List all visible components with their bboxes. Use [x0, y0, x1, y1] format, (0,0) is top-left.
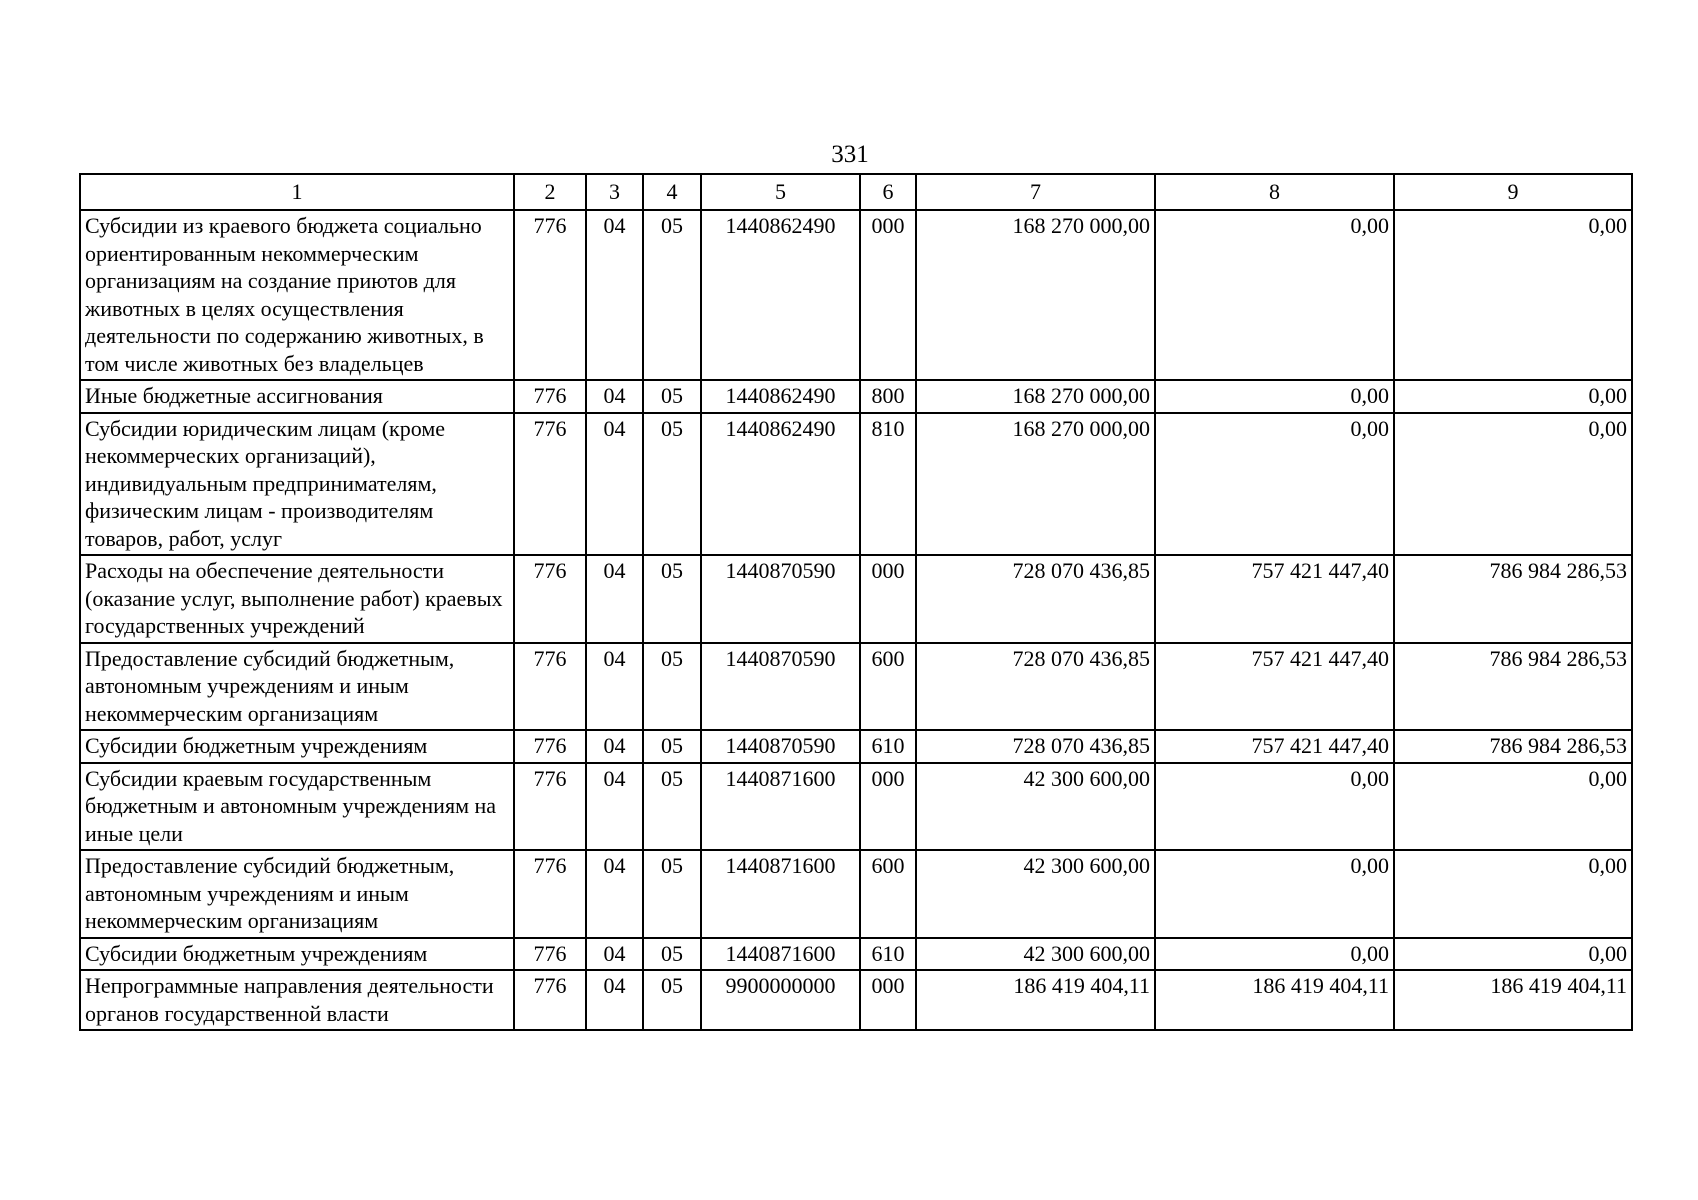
amount-col-7: 42 300 600,00	[916, 850, 1155, 938]
target-article-code: 1440870590	[701, 555, 860, 643]
section-code: 04	[586, 555, 643, 643]
amount-col-8: 0,00	[1155, 850, 1394, 938]
table-row	[80, 970, 1632, 1030]
section-code: 04	[586, 210, 643, 380]
expense-type-code: 810	[860, 413, 916, 556]
ministry-code: 776	[514, 413, 586, 556]
amount-col-8: 757 421 447,40	[1155, 643, 1394, 731]
ministry-code: 776	[514, 380, 586, 413]
column-header: 7	[916, 174, 1155, 210]
amount-col-7: 168 270 000,00	[916, 210, 1155, 380]
subsection-code: 05	[643, 380, 701, 413]
target-article-code: 1440862490	[701, 413, 860, 556]
amount-col-9: 0,00	[1394, 413, 1632, 556]
amount-col-9: 186 419 404,11	[1394, 970, 1632, 1030]
amount-col-7: 42 300 600,00	[916, 938, 1155, 971]
amount-col-9: 0,00	[1394, 380, 1632, 413]
table-row	[80, 643, 1632, 731]
table-row	[80, 938, 1632, 971]
expense-type-code: 600	[860, 850, 916, 938]
amount-col-8: 0,00	[1155, 763, 1394, 851]
subsection-code: 05	[643, 970, 701, 1030]
subsection-code: 05	[643, 413, 701, 556]
amount-col-8: 186 419 404,11	[1155, 970, 1394, 1030]
subsection-code: 05	[643, 210, 701, 380]
column-header: 8	[1155, 174, 1394, 210]
ministry-code: 776	[514, 730, 586, 763]
amount-col-8: 757 421 447,40	[1155, 555, 1394, 643]
section-code: 04	[586, 643, 643, 731]
amount-col-7: 168 270 000,00	[916, 380, 1155, 413]
amount-col-7: 168 270 000,00	[916, 413, 1155, 556]
amount-col-9: 786 984 286,53	[1394, 730, 1632, 763]
amount-col-8: 0,00	[1155, 938, 1394, 971]
table-row	[80, 210, 1632, 380]
amount-col-9: 786 984 286,53	[1394, 643, 1632, 731]
page-number: 331	[831, 141, 869, 168]
column-header: 5	[701, 174, 860, 210]
amount-col-7: 728 070 436,85	[916, 555, 1155, 643]
section-code: 04	[586, 763, 643, 851]
row-name: Иные бюджетные ассигнования	[80, 380, 514, 413]
amount-col-8: 0,00	[1155, 380, 1394, 413]
row-name: Расходы на обеспечение деятельности (оказание услуг, выполнение работ) краевых государственных учреждений	[80, 555, 514, 643]
row-name: Субсидии бюджетным учреждениям	[80, 938, 514, 971]
expense-type-code: 000	[860, 555, 916, 643]
subsection-code: 05	[643, 850, 701, 938]
column-header: 4	[643, 174, 701, 210]
section-code: 04	[586, 730, 643, 763]
subsection-code: 05	[643, 555, 701, 643]
target-article-code: 9900000000	[701, 970, 860, 1030]
table-row	[80, 850, 1632, 938]
expense-type-code: 000	[860, 210, 916, 380]
expense-type-code: 000	[860, 970, 916, 1030]
ministry-code: 776	[514, 643, 586, 731]
row-name: Субсидии краевым государственным бюджетным и автономным учреждениям на иные цели	[80, 763, 514, 851]
expense-type-code: 600	[860, 643, 916, 731]
amount-col-9: 786 984 286,53	[1394, 555, 1632, 643]
section-code: 04	[586, 970, 643, 1030]
column-header: 1	[80, 174, 514, 210]
row-name: Предоставление субсидий бюджетным, автономным учреждениям и иным некоммерческим организациям	[80, 643, 514, 731]
target-article-code: 1440862490	[701, 210, 860, 380]
expense-type-code: 000	[860, 763, 916, 851]
ministry-code: 776	[514, 555, 586, 643]
amount-col-7: 728 070 436,85	[916, 643, 1155, 731]
column-header: 6	[860, 174, 916, 210]
amount-col-7: 42 300 600,00	[916, 763, 1155, 851]
ministry-code: 776	[514, 210, 586, 380]
expense-type-code: 610	[860, 938, 916, 971]
row-name: Предоставление субсидий бюджетным, автономным учреждениям и иным некоммерческим организациям	[80, 850, 514, 938]
ministry-code: 776	[514, 938, 586, 971]
table-row	[80, 380, 1632, 413]
table-row	[80, 730, 1632, 763]
amount-col-7: 186 419 404,11	[916, 970, 1155, 1030]
amount-col-9: 0,00	[1394, 210, 1632, 380]
row-name: Непрограммные направления деятельности органов государственной власти	[80, 970, 514, 1030]
table-row	[80, 413, 1632, 556]
table-row	[80, 763, 1632, 851]
subsection-code: 05	[643, 643, 701, 731]
budget-table	[79, 173, 1633, 1031]
ministry-code: 776	[514, 850, 586, 938]
amount-col-9: 0,00	[1394, 850, 1632, 938]
section-code: 04	[586, 380, 643, 413]
target-article-code: 1440871600	[701, 850, 860, 938]
section-code: 04	[586, 413, 643, 556]
expense-type-code: 800	[860, 380, 916, 413]
subsection-code: 05	[643, 763, 701, 851]
row-name: Субсидии из краевого бюджета социально ориентированным некоммерческим организациям на создание приютов для животных в целях осуществления деятельности по содержанию животных, в том числе животных без владельцев	[80, 210, 514, 380]
subsection-code: 05	[643, 730, 701, 763]
ministry-code: 776	[514, 763, 586, 851]
section-code: 04	[586, 938, 643, 971]
target-article-code: 1440862490	[701, 380, 860, 413]
table-row	[80, 555, 1632, 643]
target-article-code: 1440870590	[701, 730, 860, 763]
column-header: 3	[586, 174, 643, 210]
row-name: Субсидии юридическим лицам (кроме некоммерческих организаций), индивидуальным предпринимателям, физическим лицам - производителям товаров, работ, услуг	[80, 413, 514, 556]
amount-col-8: 0,00	[1155, 210, 1394, 380]
amount-col-9: 0,00	[1394, 763, 1632, 851]
amount-col-7: 728 070 436,85	[916, 730, 1155, 763]
amount-col-9: 0,00	[1394, 938, 1632, 971]
column-header: 9	[1394, 174, 1632, 210]
subsection-code: 05	[643, 938, 701, 971]
ministry-code: 776	[514, 970, 586, 1030]
row-name: Субсидии бюджетным учреждениям	[80, 730, 514, 763]
column-header: 2	[514, 174, 586, 210]
expense-type-code: 610	[860, 730, 916, 763]
amount-col-8: 757 421 447,40	[1155, 730, 1394, 763]
target-article-code: 1440871600	[701, 938, 860, 971]
header-row	[80, 174, 1632, 210]
amount-col-8: 0,00	[1155, 413, 1394, 556]
target-article-code: 1440871600	[701, 763, 860, 851]
target-article-code: 1440870590	[701, 643, 860, 731]
section-code: 04	[586, 850, 643, 938]
